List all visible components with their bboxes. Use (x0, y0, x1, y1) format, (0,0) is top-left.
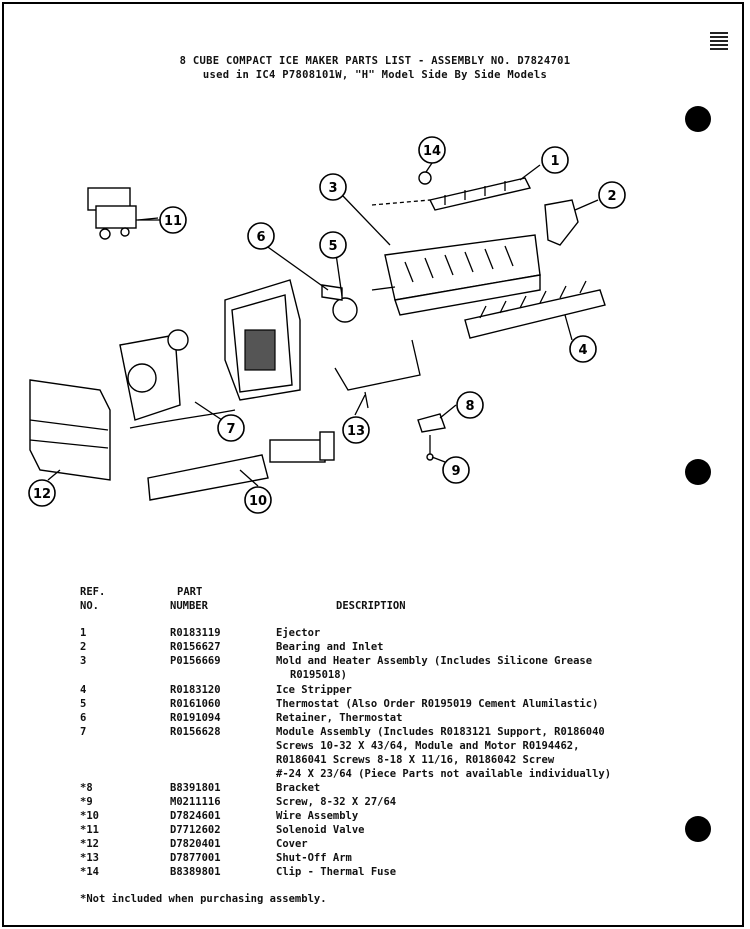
footnote: *Not included when purchasing assembly. (80, 893, 327, 905)
callout-6 (248, 223, 274, 249)
callout-13 (343, 417, 369, 443)
table-row: 6 R0191094 Retainer, Thermostat (80, 712, 403, 724)
svg-text:10: 10 (248, 494, 268, 509)
header-description: DESCRIPTION (336, 600, 406, 612)
cover-drawing (30, 380, 110, 480)
module-housing-drawing (120, 280, 300, 428)
svg-text:2: 2 (607, 189, 617, 204)
corner-scan-mark (710, 30, 728, 50)
table-row-continuation: #-24 X 23/64 (Piece Parts not available individually) (276, 768, 612, 780)
wire-assembly-drawing (148, 432, 334, 500)
svg-text:5: 5 (328, 239, 338, 254)
exploded-parts-diagram (0, 120, 750, 530)
callout-1 (542, 147, 568, 173)
header-ref-line2: NO. (80, 600, 99, 612)
svg-text:14: 14 (422, 144, 442, 159)
callout-7 (218, 415, 244, 441)
callout-14 (419, 137, 445, 163)
doc-title: 8 CUBE COMPACT ICE MAKER PARTS LIST - ASSEMBLY NO. D7824701 (179, 55, 571, 67)
header-part-line1: PART (177, 586, 203, 598)
svg-text:1: 1 (550, 154, 560, 169)
callout-10 (245, 487, 271, 513)
callout-8 (457, 392, 483, 418)
table-row: 5 R0161060 Thermostat (Also Order R0195019 Cement Alumilastic) (80, 698, 599, 710)
table-row: 1 R0183119 Ejector (80, 627, 321, 639)
svg-text:11: 11 (163, 214, 183, 229)
callout-4 (570, 336, 596, 362)
callout-9 (443, 457, 469, 483)
callout-12 (29, 480, 55, 506)
mold-heater-drawing (372, 235, 540, 315)
table-row: 7 R0156628 Module Assembly (Includes R0183121 Support, R0186040 (80, 726, 605, 738)
svg-text:3: 3 (328, 181, 338, 196)
table-row: *9 M0211116 Screw, 8-32 X 27/64 (80, 796, 397, 808)
svg-text:6: 6 (256, 230, 266, 245)
clip-thermal-fuse-drawing (419, 172, 431, 184)
thermostat-drawing (322, 285, 357, 322)
ejector-drawing (372, 178, 530, 210)
table-row: *10 D7824601 Wire Assembly (80, 810, 359, 822)
solenoid-valve-drawing (88, 188, 160, 239)
bearing-inlet-drawing (545, 200, 578, 245)
doc-subtitle: used in IC4 P7808101W, "H" Model Side By Side Models (202, 69, 548, 81)
table-row: 4 R0183120 Ice Stripper (80, 684, 352, 696)
table-row: *11 D7712602 Solenoid Valve (80, 824, 365, 836)
header-ref-line1: REF. (80, 586, 106, 598)
callout-3 (320, 174, 346, 200)
header-part-line2: NUMBER (170, 600, 208, 612)
svg-text:7: 7 (226, 422, 236, 437)
svg-text:8: 8 (465, 399, 475, 414)
table-row: 2 R0156627 Bearing and Inlet (80, 641, 384, 653)
punch-hole-bottom (685, 816, 711, 842)
table-row-continuation: Screws 10-32 X 43/64, Module and Motor R0194462, (276, 740, 580, 752)
svg-text:13: 13 (346, 424, 366, 439)
table-row-continuation: R0195018) (290, 669, 347, 681)
table-row-continuation: R0186041 Screws 8-18 X 11/16, R0186042 Screw (276, 754, 555, 766)
svg-text:4: 4 (578, 343, 588, 358)
callout-2 (599, 182, 625, 208)
table-row: *14 B8389801 Clip - Thermal Fuse (80, 866, 397, 878)
table-row: *12 D7820401 Cover (80, 838, 308, 850)
callout-5 (320, 232, 346, 258)
table-row: *13 D7877001 Shut-Off Arm (80, 852, 352, 864)
svg-text:12: 12 (32, 487, 52, 502)
table-row: 3 P0156669 Mold and Heater Assembly (Includes Silicone Grease (80, 655, 593, 667)
shut-off-arm-drawing (335, 340, 420, 408)
svg-text:9: 9 (451, 464, 461, 479)
callout-11 (160, 207, 186, 233)
bracket-screw-drawing (418, 414, 445, 460)
table-row: *8 B8391801 Bracket (80, 782, 321, 794)
